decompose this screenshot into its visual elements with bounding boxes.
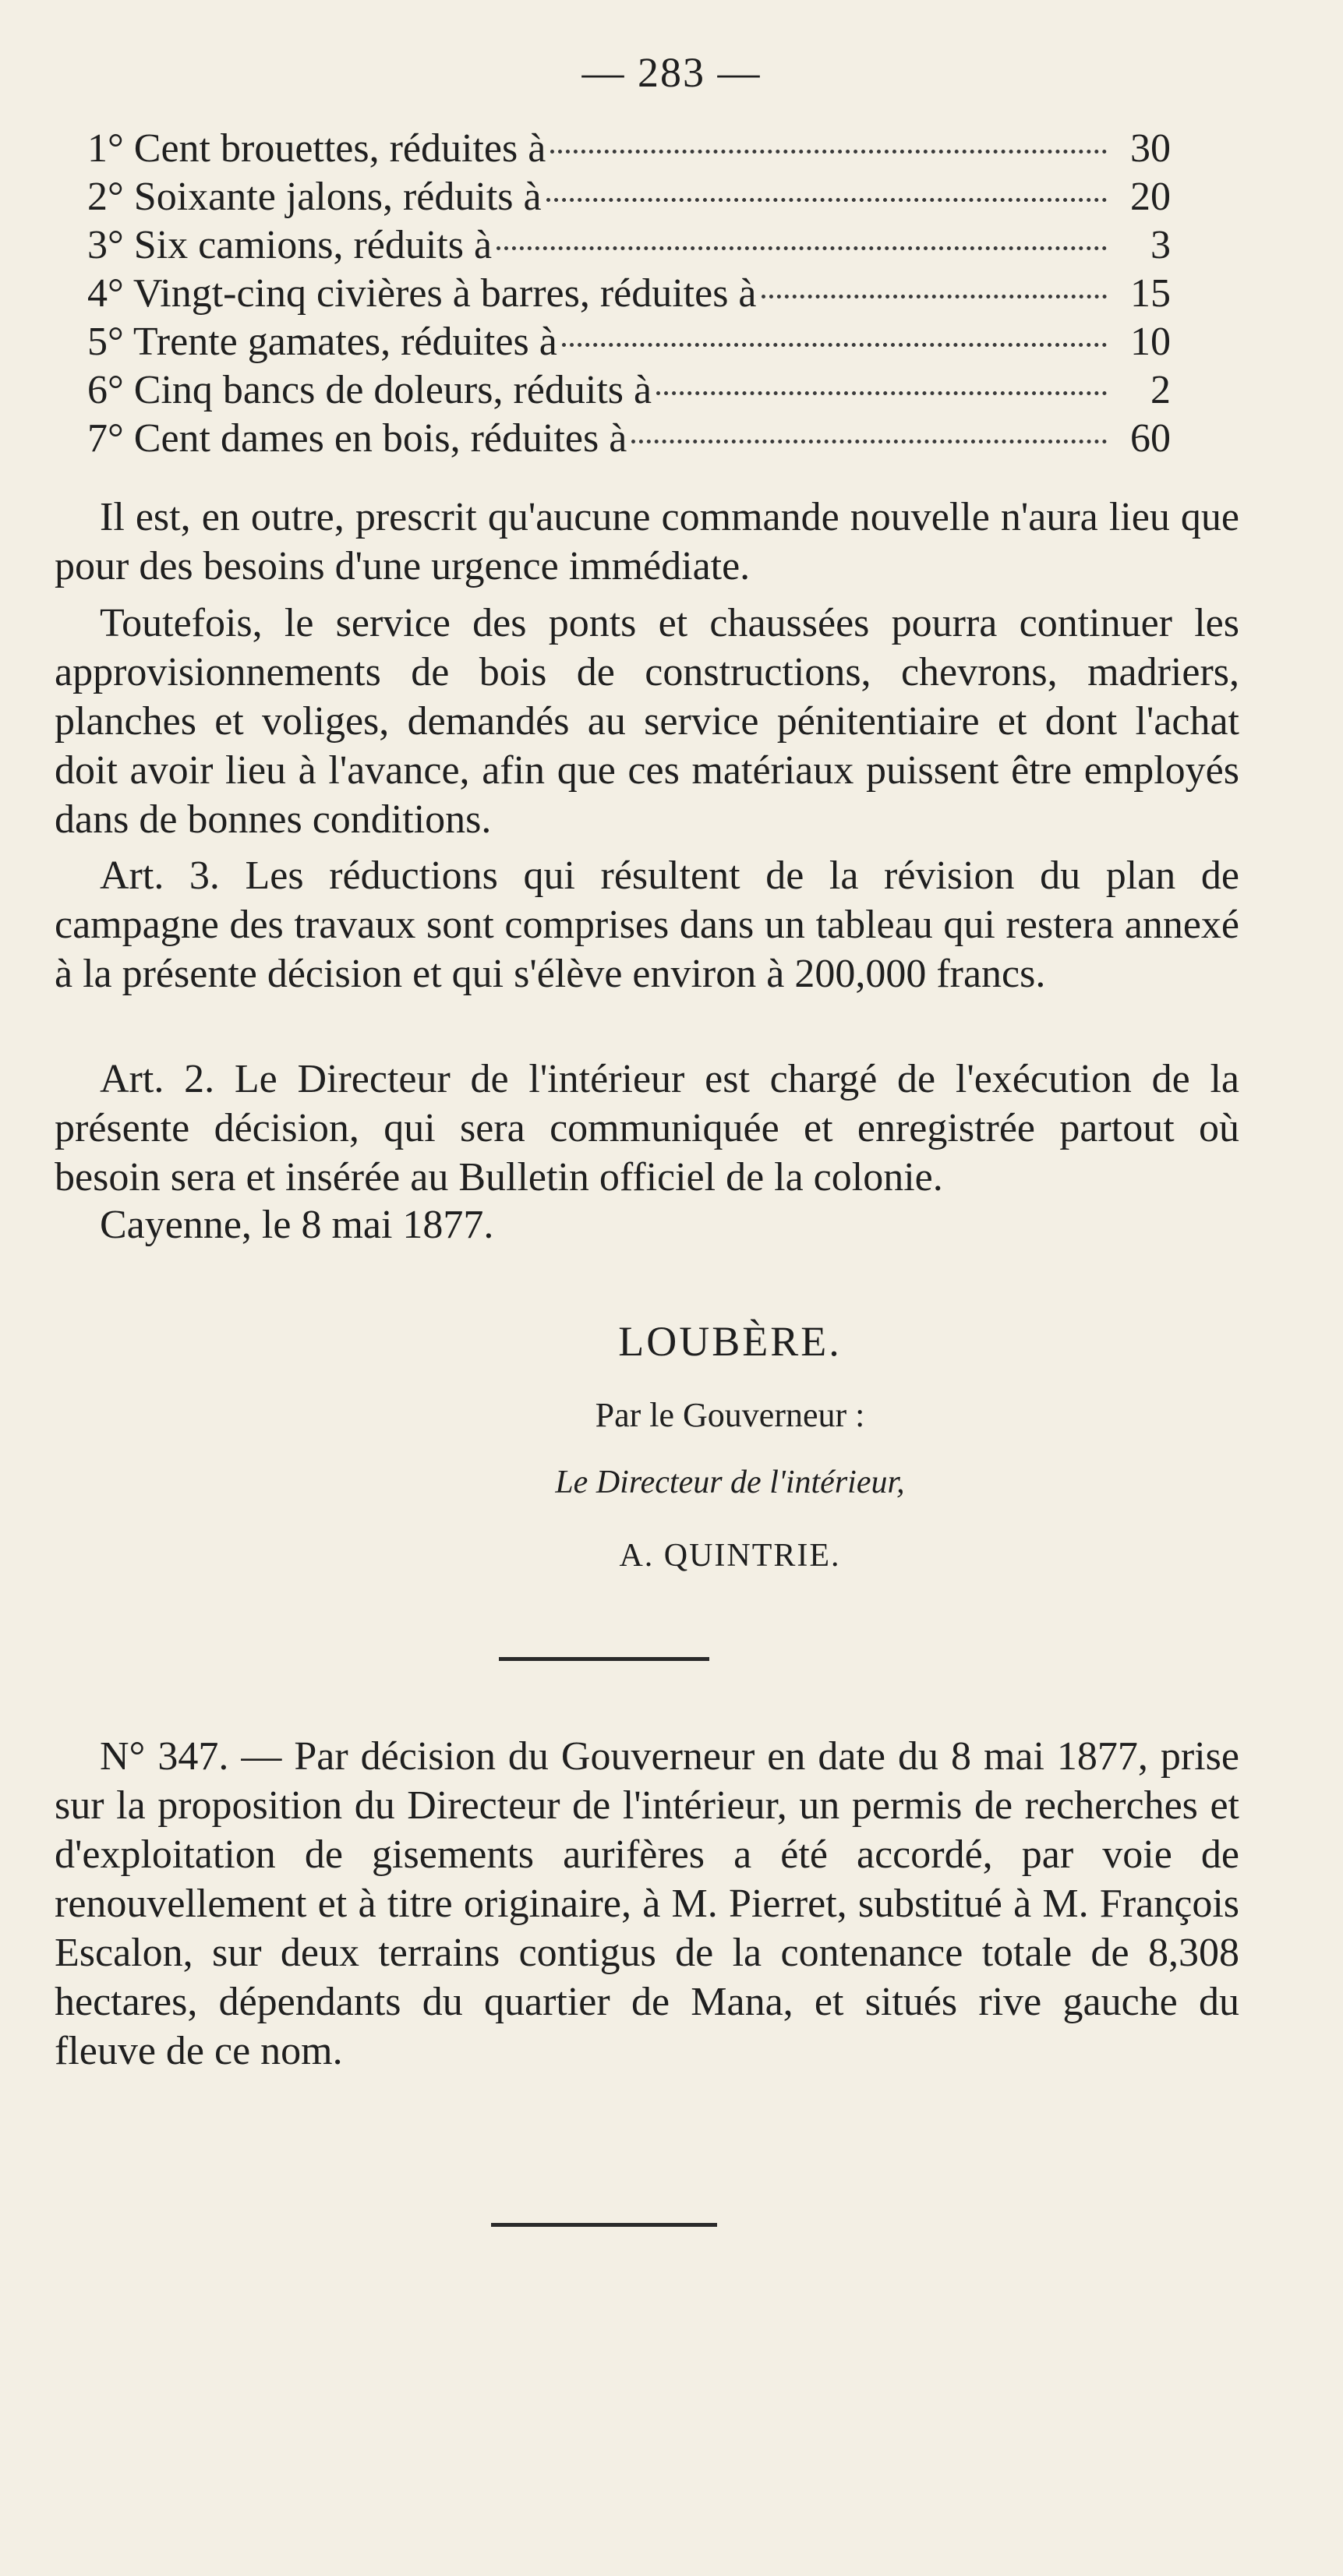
paragraph-article-2: Art. 2. Le Directeur de l'intérieur est chargé de l'exécution de la présente décision, qui sera communiquée et enregistrée partout où besoin sera et insérée au Bulletin officiel de la colonie.: [55, 1057, 1239, 1200]
list-item-text: 7° Cent dames en bois, réduites à: [87, 416, 627, 461]
paragraph-exception: Toutefois, le service des ponts et chaussées pourra continuer les approvisionnements de bois de constructions, chevrons, madriers, planches et voliges, demandés au service pénitentiaire et dont l'achat doit avoir lieu à l'avance, afin que ces matériaux puissent être employés dans de bonnes conditions.: [55, 601, 1239, 842]
dot-leader: [762, 295, 1107, 299]
dot-leader: [631, 440, 1107, 443]
dot-leader: [656, 391, 1107, 395]
signature-role: Par le Gouverneur :: [595, 1396, 865, 1434]
list-item-value: 60: [1130, 416, 1171, 461]
dot-leader: [550, 150, 1107, 154]
dot-leader: [497, 246, 1107, 250]
list-item: [87, 125, 1171, 173]
list-item-value: 3: [1150, 223, 1171, 267]
list-item-text: 3° Six camions, réduits à: [87, 223, 493, 267]
list-item: [87, 173, 1171, 221]
paragraph-article-3: Art. 3. Les réductions qui résultent de la révision du plan de campagne des travaux sont comprises dans un tableau qui restera annexé à la présente décision et qui s'élève environ à 200,000 francs.: [55, 853, 1239, 996]
list-item: [87, 415, 1171, 463]
list-item-text: 4° Vingt-cinq civières à barres, réduites à: [87, 271, 757, 316]
paragraph-prescription: Il est, en outre, prescrit qu'aucune commande nouvelle n'aura lieu que pour des besoins d'une urgence immédiate.: [55, 495, 1239, 588]
dot-leader: [562, 343, 1107, 347]
list-item-value: 2: [1150, 368, 1171, 412]
list-item: [87, 366, 1171, 415]
list-item-text: 2° Soixante jalons, réduits à: [87, 175, 542, 219]
list-item-value: 30: [1130, 126, 1171, 171]
section-divider: [499, 1657, 709, 1661]
dot-leader: [546, 198, 1107, 202]
list-item: [87, 270, 1171, 318]
paragraph-decision-347: N° 347. — Par décision du Gouverneur en date du 8 mai 1877, prise sur la proposition du Directeur de l'intérieur, un permis de recherches et d'exploitation de gisements aurifères a été accordé, par voie de renouvellement et à titre originaire, à M. Pierret, substitué à M. François Escalon, sur deux terrains contigus de la contenance totale de 8,308 hectares, dépendants du quartier de Mana, et situés rive gauche du fleuve de ce nom.: [55, 1734, 1239, 2073]
paragraph-place-date: Cayenne, le 8 mai 1877.: [100, 1203, 494, 1247]
section-divider: [491, 2223, 717, 2227]
list-item: [87, 221, 1171, 270]
list-item-value: 10: [1130, 320, 1171, 364]
list-item-text: 5° Trente gamates, réduites à: [87, 320, 557, 364]
list-item-text: 6° Cinq bancs de doleurs, réduits à: [87, 368, 652, 412]
signature-title: Le Directeur de l'intérieur,: [555, 1465, 905, 1500]
reduction-list: [87, 125, 1171, 463]
list-item-value: 15: [1130, 271, 1171, 316]
list-item: [87, 318, 1171, 366]
list-item-text: 1° Cent brouettes, réduites à: [87, 126, 546, 171]
signature-director: A. QUINTRIE.: [619, 1538, 841, 1574]
list-item-value: 20: [1130, 175, 1171, 219]
page-number: — 283 —: [581, 49, 762, 96]
signature-governor: LOUBÈRE.: [618, 1318, 842, 1365]
